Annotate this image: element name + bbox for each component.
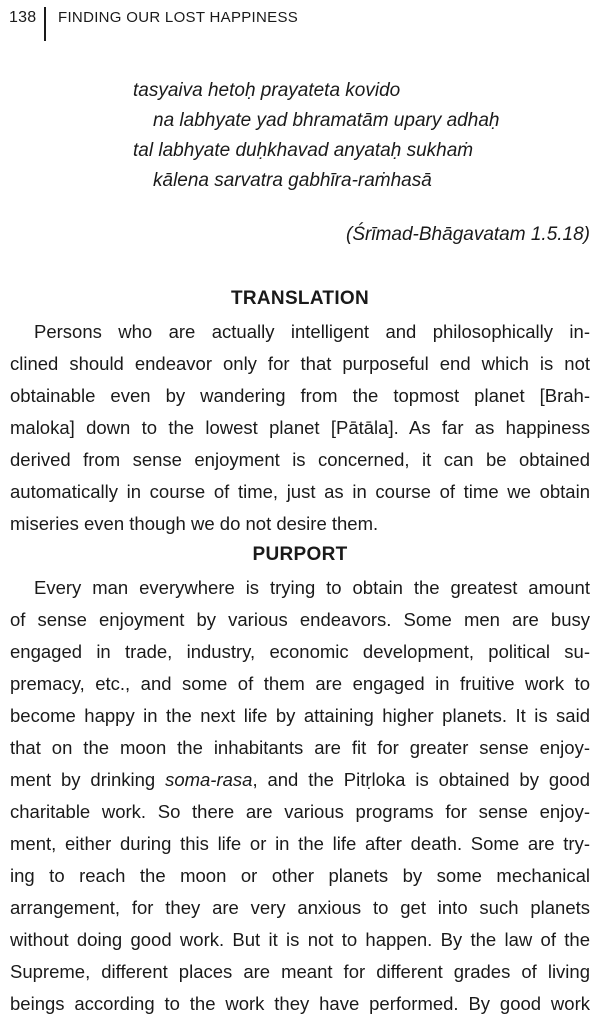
purport-line: ment, either during this life or in the life after death. Some are try-	[10, 833, 590, 854]
purport-line: premacy, etc., and some of them are engaged in fruitive work to	[10, 673, 590, 694]
verse-line-3: tal labhyate duḥkhavad anyataḥ sukhaṁ	[133, 140, 474, 161]
purport-line: arrangement, for they are very anxious to get into such planets	[10, 897, 590, 918]
purport-line-mixed	[10, 764, 590, 796]
translation-paragraph	[10, 316, 590, 540]
purport-text-segment: ment by drinking	[10, 769, 166, 790]
purport-line: that on the moon the inhabitants are fit for greater sense enjoy-	[10, 737, 590, 758]
purport-line: of sense enjoyment by various endeavors. Some men are busy	[10, 609, 590, 630]
running-title: FINDING OUR LOST HAPPINESS	[58, 9, 299, 26]
purport-line: Every man everywhere is trying to obtain the greatest amount	[34, 577, 590, 598]
page-header	[0, 7, 600, 41]
purport-paragraph	[10, 572, 590, 1020]
translation-heading: TRANSLATION	[230, 288, 370, 309]
translation-line: derived from sense enjoyment is concerned, it can be obtained	[10, 449, 590, 470]
purport-line: without doing good work. But it is not to happen. By the law of the	[10, 929, 590, 950]
purport-line: charitable work. So there are various programs for sense enjoy-	[10, 801, 590, 822]
purport-line: engaged in trade, industry, economic development, political su-	[10, 641, 590, 662]
verse-line-2: na labhyate yad bhramatām upary adhaḥ	[153, 110, 500, 131]
verse-line-4: kālena sarvatra gabhīra-raṁhasā	[153, 170, 432, 191]
translation-line: miseries even though we do not desire them.	[10, 513, 379, 534]
purport-line: Supreme, different places are meant for different grades of living	[10, 961, 590, 982]
header-divider	[44, 7, 46, 41]
purport-text-segment: , and the Pitṛloka is obtained by good	[252, 769, 590, 790]
translation-line: maloka] down to the lowest planet [Pātāla]. As far as happiness	[10, 417, 590, 438]
italic-term: soma-rasa	[165, 769, 253, 790]
translation-line: clined should endeavor only for that purposeful end which is not	[10, 353, 590, 374]
purport-line: ing to reach the moon or other planets by some mechanical	[10, 865, 590, 886]
purport-line: beings according to the work they have performed. By good work	[10, 993, 590, 1014]
translation-line: automatically in course of time, just as in course of time we obtain	[10, 481, 590, 502]
translation-line: obtainable even by wandering from the topmost planet [Brah-	[10, 385, 590, 406]
translation-line: Persons who are actually intelligent and philosophically in-	[34, 321, 590, 342]
page-number: 138	[9, 9, 37, 26]
verse-citation: (Śrīmad-Bhāgavatam 1.5.18)	[346, 224, 590, 245]
purport-heading: PURPORT	[252, 544, 348, 565]
purport-line: become happy in the next life by attaining higher planets. It is said	[10, 705, 590, 726]
verse-line-1: tasyaiva hetoḥ prayateta kovido	[133, 80, 401, 101]
